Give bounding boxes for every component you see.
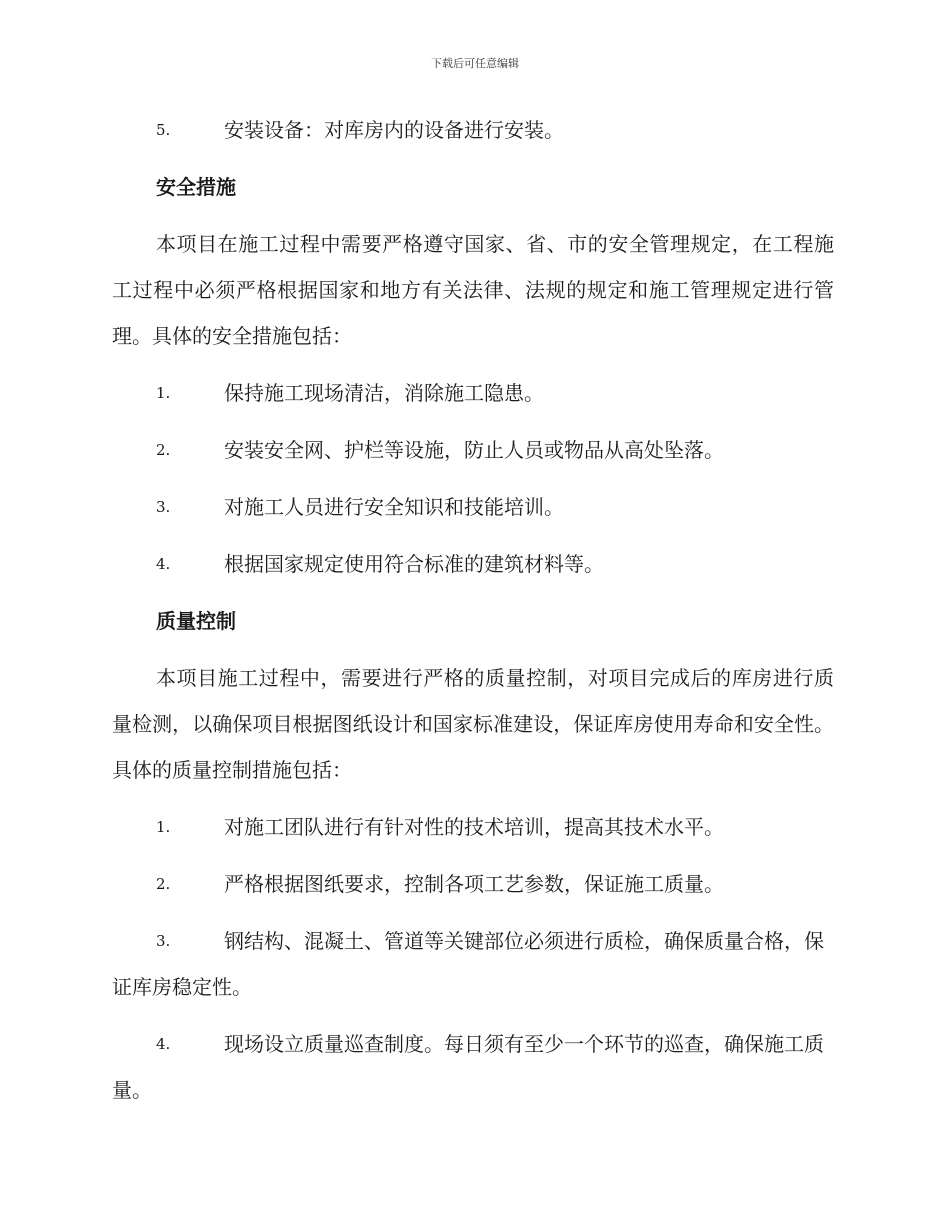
safety-item-2 [112, 432, 834, 468]
safety-item-1 [112, 375, 834, 411]
document-body [112, 112, 834, 1129]
list-text: 严格根据图纸要求，控制各项工艺参数，保证施工质量。 [224, 872, 724, 896]
quality-item-2 [112, 866, 834, 902]
list-text: 对施工团队进行有针对性的技术培训，提高其技术水平。 [224, 815, 724, 839]
safety-item-4 [112, 546, 834, 582]
list-number: 3. [156, 498, 171, 516]
list-number: 4. [156, 1035, 171, 1053]
list-text: 安装安全网、护栏等设施，防止人员或物品从高处坠落。 [224, 438, 724, 462]
list-number: 4. [156, 555, 171, 573]
list-text: 现场设立质量巡查制度。每日须有至少一个环节的巡查，确保施工质量。 [112, 1032, 824, 1102]
list-text: 保持施工现场清洁，消除施工隐患。 [224, 381, 544, 405]
section-heading-safety: 安全措施 [156, 175, 236, 199]
list-number: 2. [156, 875, 171, 893]
list-number: 5. [156, 121, 171, 139]
list-text: 根据国家规定使用符合标准的建筑材料等。 [224, 552, 604, 576]
safety-item-3 [112, 489, 834, 525]
paragraph-safety: 本项目在施工过程中需要严格遵守国家、省、市的安全管理规定，在工程施工过程中必须严格根据国家和地方有关法律、法规的规定和施工管理规定进行管理。具体的安全措施包括： [112, 232, 834, 348]
quality-item-4 [112, 1021, 834, 1113]
list-number: 1. [156, 384, 171, 402]
list-text: 钢结构、混凝土、管道等关键部位必须进行质检，确保质量合格，保证库房稳定性。 [112, 929, 824, 999]
header-note: 下载后可任意编辑 [431, 57, 519, 70]
list-number: 3. [156, 932, 171, 950]
list-text: 安装设备：对库房内的设备进行安装。 [224, 118, 564, 142]
section-heading-quality: 质量控制 [156, 609, 236, 633]
quality-item-1 [112, 809, 834, 845]
list-number: 1. [156, 818, 171, 836]
paragraph-quality: 本项目施工过程中，需要进行严格的质量控制，对项目完成后的库房进行质量检测，以确保项目根据图纸设计和国家标准建设，保证库房使用寿命和安全性。具体的质量控制措施包括： [112, 666, 834, 782]
list-number: 2. [156, 441, 171, 459]
quality-item-3 [112, 918, 834, 1010]
list-item-install-equipment [112, 112, 834, 148]
list-text: 对施工人员进行安全知识和技能培训。 [224, 495, 564, 519]
